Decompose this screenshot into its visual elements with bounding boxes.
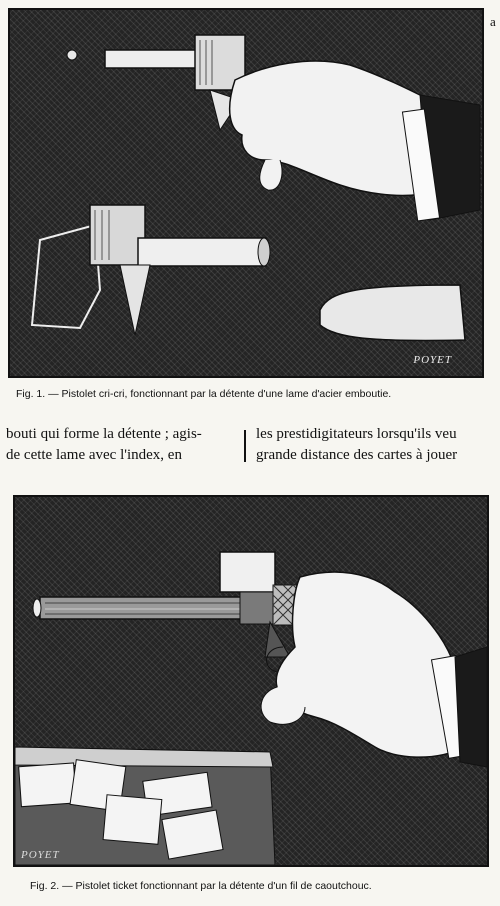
text-line: les prestidigitateurs lorsqu'ils veu (256, 426, 457, 442)
figure-1-caption: Fig. 1. — Pistolet cri-cri, fonctionnant par la détente d'une lame d'acier emboutie. (16, 388, 392, 400)
artist-signature: POYET (413, 354, 452, 366)
hand-2 (261, 572, 487, 767)
text-column-left (6, 424, 202, 466)
figure-2-engraving (15, 497, 487, 865)
column-divider (244, 430, 246, 462)
text-column-right (256, 424, 457, 466)
top-pistol (105, 35, 245, 130)
artist-signature: POYET (21, 849, 60, 861)
flying-card (220, 552, 275, 592)
text-line: de cette lame avec l'index, en (6, 447, 182, 463)
text-line: bouti qui forme la détente ; agis- (6, 426, 202, 442)
text-line: grande distance des cartes à jouer (256, 447, 458, 463)
figure-1-engraving (10, 10, 482, 376)
figure-2-caption: Fig. 2. — Pistolet ticket fonctionnant par la détente d'un fil de caoutchouc. (30, 880, 372, 892)
figure-2-illustration (13, 495, 489, 867)
pellet-shape (67, 50, 77, 60)
ticket-pistol (33, 585, 313, 657)
bottom-pistol (32, 205, 270, 335)
figure-1-illustration (8, 8, 484, 378)
card-table (15, 747, 275, 865)
hand-1 (230, 61, 480, 221)
page-edge-fragment: a (490, 14, 496, 29)
cartridge-shape (320, 285, 465, 340)
